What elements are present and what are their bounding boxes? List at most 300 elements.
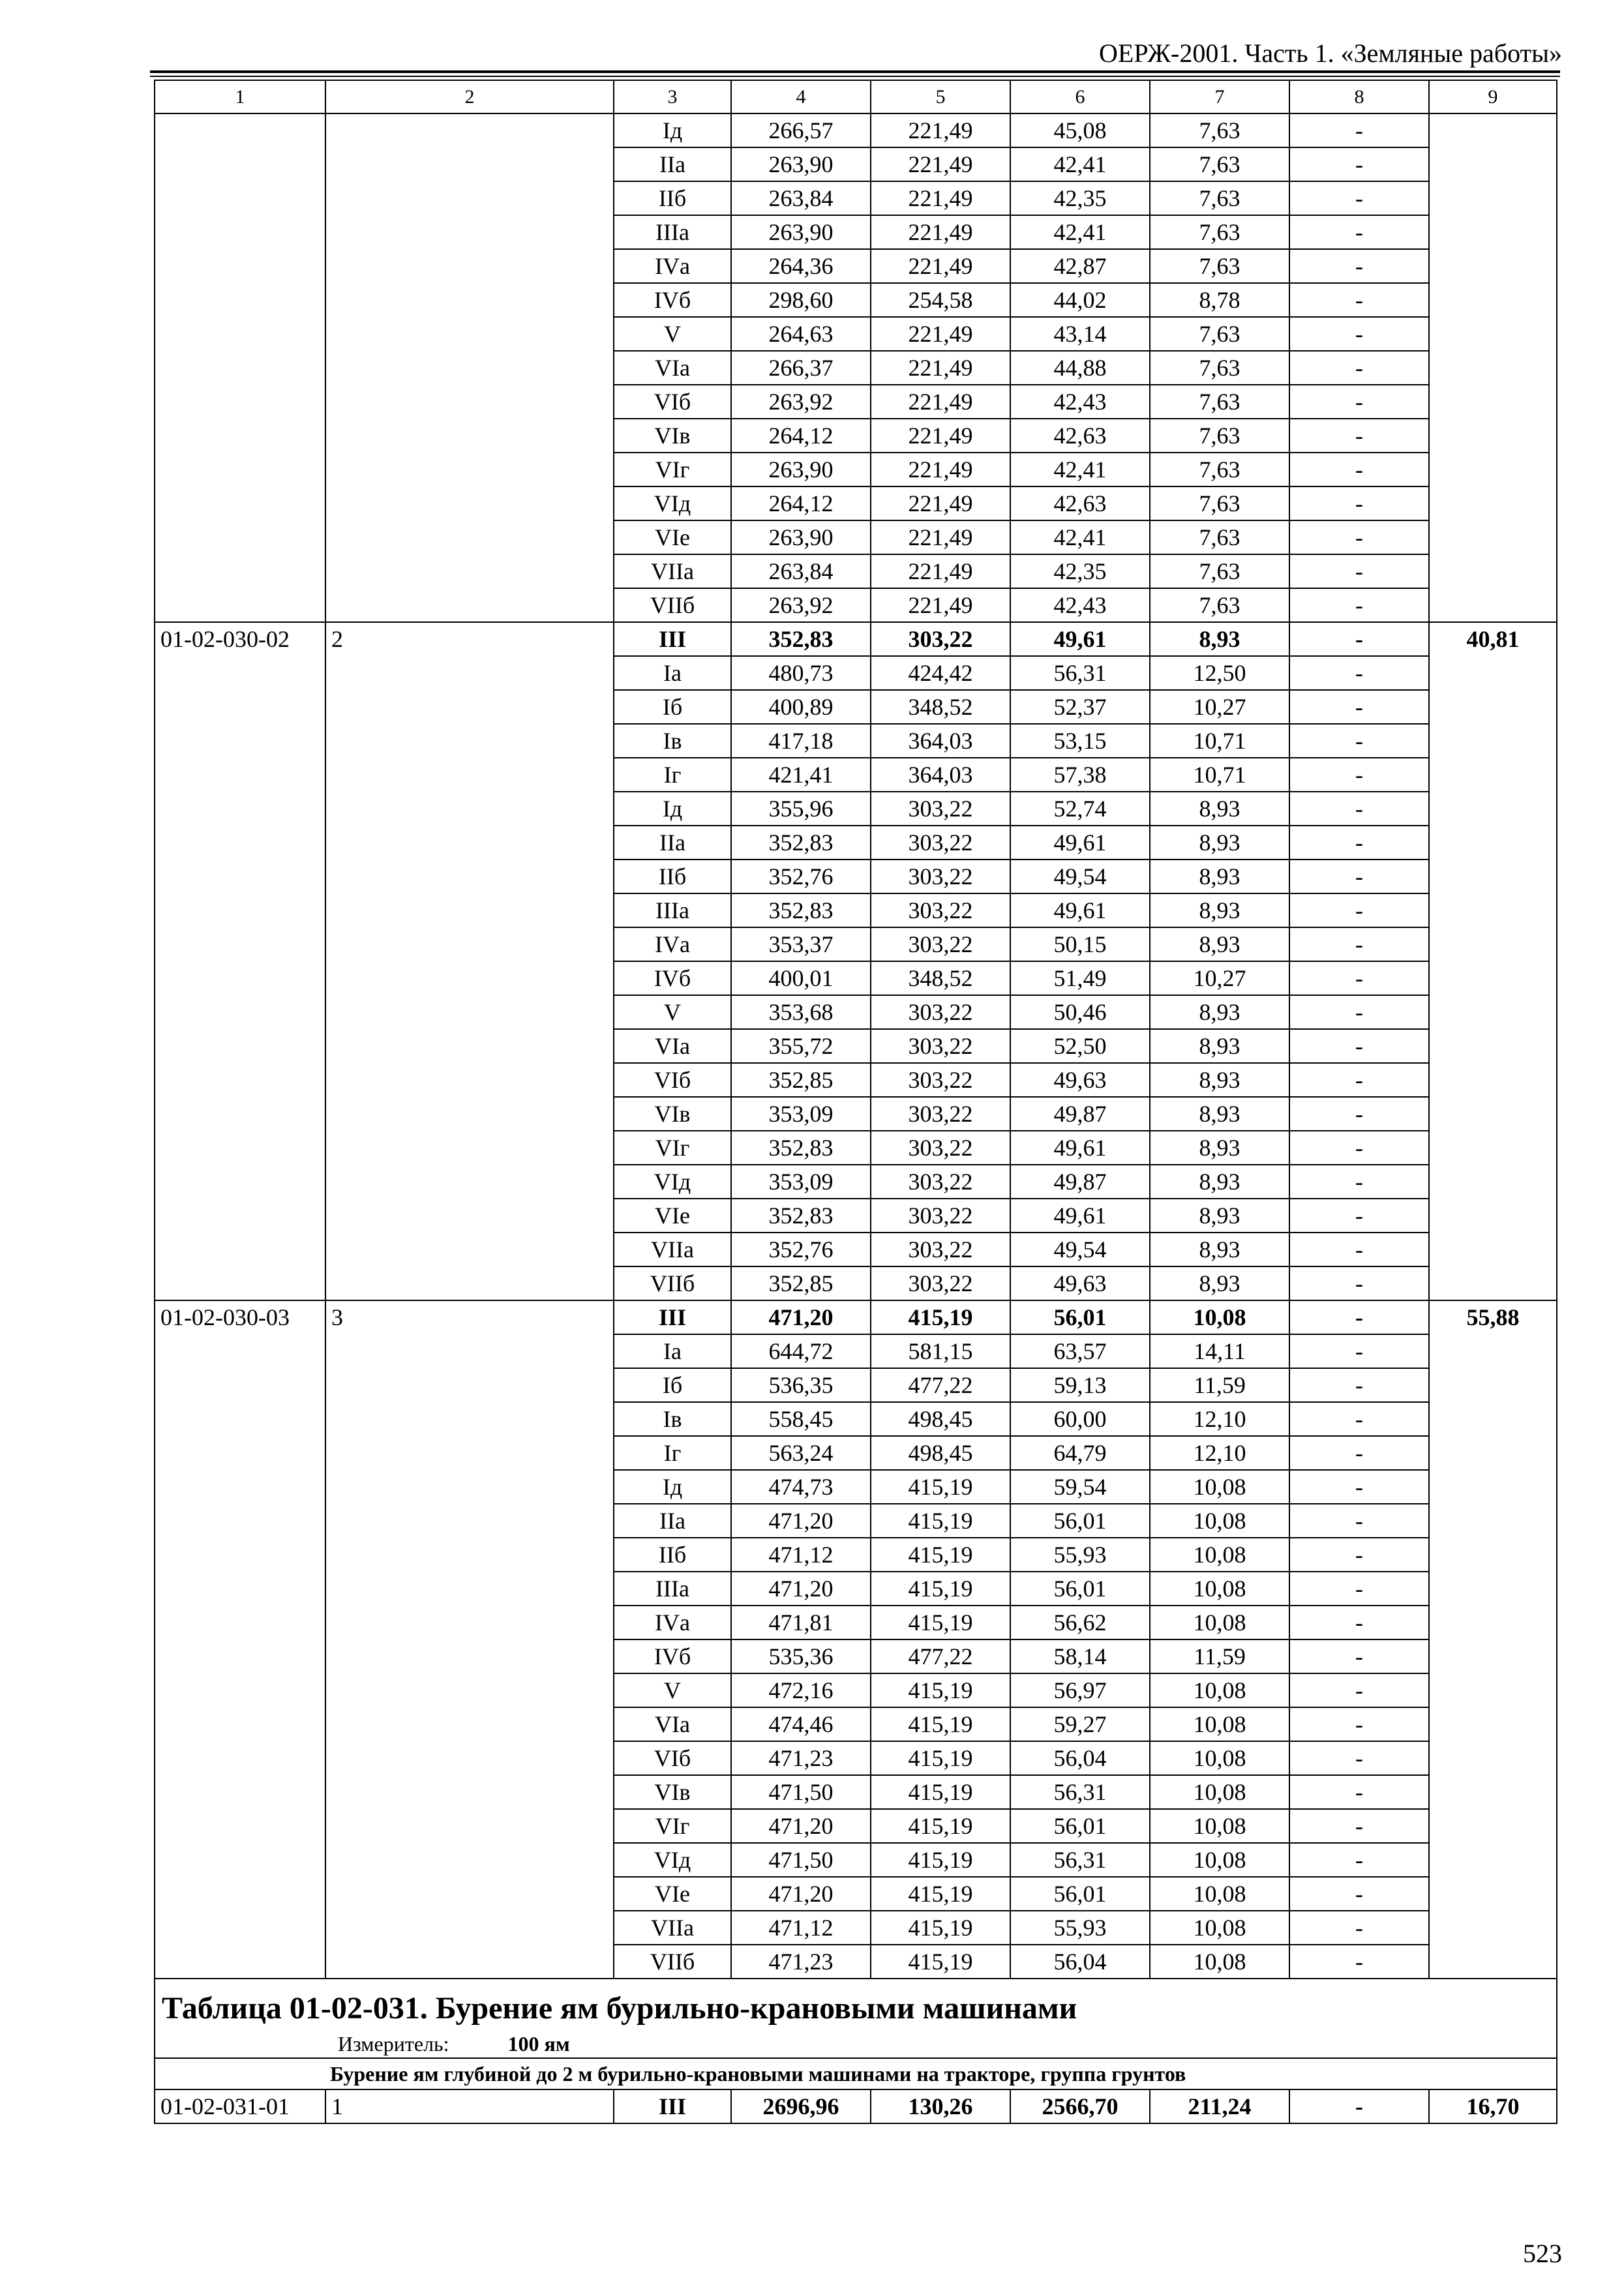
- soil-group-cell: VIв: [614, 1097, 731, 1131]
- direct-costs-cell: 471,50: [731, 1843, 871, 1877]
- materials-cell: -: [1289, 1504, 1429, 1538]
- soil-group-cell: VIг: [614, 1809, 731, 1843]
- direct-costs-cell: 298,60: [731, 283, 871, 317]
- soil-group-cell: VIг: [614, 1131, 731, 1165]
- direct-costs-cell: 352,85: [731, 1266, 871, 1300]
- materials-cell: -: [1289, 1877, 1429, 1911]
- machine-operation-cell: 42,43: [1010, 385, 1150, 419]
- direct-costs-cell: 264,36: [731, 249, 871, 283]
- direct-costs-cell: 563,24: [731, 1436, 871, 1470]
- materials-cell: -: [1289, 486, 1429, 520]
- wages-cell: 415,19: [871, 1606, 1010, 1639]
- soil-group-cell: VIIб: [614, 1266, 731, 1300]
- soil-group-cell: VIб: [614, 1063, 731, 1097]
- operators-wages-cell: 7,63: [1150, 486, 1289, 520]
- machine-operation-cell: 56,04: [1010, 1945, 1150, 1979]
- machine-operation-cell: 56,31: [1010, 1843, 1150, 1877]
- wages-cell: 221,49: [871, 317, 1010, 351]
- soil-group-cell: VIе: [614, 520, 731, 554]
- operators-wages-cell: 8,93: [1150, 927, 1289, 961]
- operators-wages-cell: 7,63: [1150, 147, 1289, 181]
- materials-cell: -: [1289, 1843, 1429, 1877]
- machine-operation-cell: 49,61: [1010, 622, 1150, 656]
- wages-cell: 415,19: [871, 1775, 1010, 1809]
- wages-cell: 221,49: [871, 249, 1010, 283]
- materials-cell: -: [1289, 1606, 1429, 1639]
- rate-code-cell: [155, 113, 325, 622]
- materials-cell: -: [1289, 1063, 1429, 1097]
- machine-operation-cell: 59,54: [1010, 1470, 1150, 1504]
- soil-group-cell: Iа: [614, 656, 731, 690]
- wages-cell: 415,19: [871, 1673, 1010, 1707]
- wages-cell: 303,22: [871, 1063, 1010, 1097]
- rate-name-cell: 2: [325, 622, 614, 1300]
- rate-name-cell: 3: [325, 1300, 614, 1979]
- operators-wages-cell: 11,59: [1150, 1368, 1289, 1402]
- direct-costs-cell: 417,18: [731, 724, 871, 758]
- materials-cell: -: [1289, 893, 1429, 927]
- machine-operation-cell: 64,79: [1010, 1436, 1150, 1470]
- direct-costs-cell: 558,45: [731, 1402, 871, 1436]
- column-number: 5: [871, 80, 1010, 113]
- operators-wages-cell: 10,08: [1150, 1470, 1289, 1504]
- table-title-cell: [155, 1979, 1557, 2058]
- materials-cell: -: [1289, 792, 1429, 826]
- operators-wages-cell: 8,93: [1150, 1131, 1289, 1165]
- machine-operation-cell: 56,04: [1010, 1741, 1150, 1775]
- direct-costs-cell: 352,76: [731, 1233, 871, 1266]
- wages-cell: 415,19: [871, 1572, 1010, 1606]
- soil-group-cell: III: [614, 1300, 731, 1334]
- machine-operation-cell: 44,88: [1010, 351, 1150, 385]
- materials-cell: -: [1289, 520, 1429, 554]
- direct-costs-cell: 352,85: [731, 1063, 871, 1097]
- wages-cell: 303,22: [871, 1097, 1010, 1131]
- direct-costs-cell: 471,20: [731, 1300, 871, 1334]
- operators-wages-cell: 7,63: [1150, 588, 1289, 622]
- wages-cell: 415,19: [871, 1809, 1010, 1843]
- materials-cell: -: [1289, 1809, 1429, 1843]
- direct-costs-cell: 471,20: [731, 1877, 871, 1911]
- direct-costs-cell: 263,84: [731, 554, 871, 588]
- direct-costs-cell: 400,89: [731, 690, 871, 724]
- wages-cell: 415,19: [871, 1707, 1010, 1741]
- machine-operation-cell: 56,01: [1010, 1300, 1150, 1334]
- direct-costs-cell: 263,90: [731, 147, 871, 181]
- wages-cell: 221,49: [871, 588, 1010, 622]
- wages-cell: 415,19: [871, 1538, 1010, 1572]
- soil-group-cell: VIIб: [614, 1945, 731, 1979]
- machine-operation-cell: 49,61: [1010, 1131, 1150, 1165]
- direct-costs-cell: 352,83: [731, 893, 871, 927]
- machine-operation-cell: 52,74: [1010, 792, 1150, 826]
- materials-cell: -: [1289, 995, 1429, 1029]
- soil-group-cell: Iв: [614, 724, 731, 758]
- running-header: ОЕРЖ-2001. Часть 1. «Земляные работы»: [1099, 38, 1562, 68]
- direct-costs-cell: 266,57: [731, 113, 871, 147]
- operators-wages-cell: 8,93: [1150, 792, 1289, 826]
- wages-cell: 364,03: [871, 724, 1010, 758]
- direct-costs-cell: 263,90: [731, 520, 871, 554]
- operators-wages-cell: 7,63: [1150, 317, 1289, 351]
- direct-costs-cell: 471,12: [731, 1911, 871, 1945]
- direct-costs-cell: 471,50: [731, 1775, 871, 1809]
- machine-operation-cell: 56,01: [1010, 1809, 1150, 1843]
- direct-costs-cell: 471,23: [731, 1741, 871, 1775]
- direct-costs-cell: 471,20: [731, 1504, 871, 1538]
- wages-cell: 221,49: [871, 215, 1010, 249]
- materials-cell: -: [1289, 419, 1429, 453]
- soil-group-cell: III: [614, 2089, 731, 2123]
- materials-cell: -: [1289, 2089, 1429, 2123]
- wages-cell: 348,52: [871, 690, 1010, 724]
- wages-cell: 221,49: [871, 351, 1010, 385]
- machine-operation-cell: 59,27: [1010, 1707, 1150, 1741]
- direct-costs-cell: 471,23: [731, 1945, 871, 1979]
- rate-name-cell: 1: [325, 2089, 614, 2123]
- materials-cell: -: [1289, 622, 1429, 656]
- machine-operation-cell: 42,87: [1010, 249, 1150, 283]
- machine-operation-cell: 59,13: [1010, 1368, 1150, 1402]
- direct-costs-cell: 352,76: [731, 860, 871, 893]
- operators-wages-cell: 10,08: [1150, 1300, 1289, 1334]
- wages-cell: 348,52: [871, 961, 1010, 995]
- table-subheading-row: [155, 2058, 1557, 2089]
- direct-costs-cell: 471,81: [731, 1606, 871, 1639]
- wages-cell: 221,49: [871, 453, 1010, 486]
- operators-wages-cell: 10,08: [1150, 1843, 1289, 1877]
- materials-cell: -: [1289, 1300, 1429, 1334]
- operators-wages-cell: 7,63: [1150, 419, 1289, 453]
- wages-cell: 415,19: [871, 1945, 1010, 1979]
- soil-group-cell: V: [614, 317, 731, 351]
- soil-group-cell: IIа: [614, 826, 731, 860]
- machine-operation-cell: 42,43: [1010, 588, 1150, 622]
- soil-group-cell: IVа: [614, 249, 731, 283]
- table-row-main: [155, 1300, 1557, 1334]
- soil-group-cell: VIIа: [614, 1233, 731, 1266]
- direct-costs-cell: 2696,96: [731, 2089, 871, 2123]
- machine-operation-cell: 52,50: [1010, 1029, 1150, 1063]
- soil-group-cell: VIд: [614, 1843, 731, 1877]
- machine-operation-cell: 45,08: [1010, 113, 1150, 147]
- machine-operation-cell: 49,87: [1010, 1097, 1150, 1131]
- wages-cell: 415,19: [871, 1470, 1010, 1504]
- soil-group-cell: VIе: [614, 1877, 731, 1911]
- soil-group-cell: IVб: [614, 1639, 731, 1673]
- soil-group-cell: Iг: [614, 1436, 731, 1470]
- machine-operation-cell: 42,41: [1010, 215, 1150, 249]
- table-row-main: [155, 622, 1557, 656]
- wages-cell: 303,22: [871, 826, 1010, 860]
- measure-label: Измеритель:: [338, 2032, 449, 2056]
- column-number-row: [155, 80, 1557, 113]
- soil-group-cell: Iд: [614, 113, 731, 147]
- operators-wages-cell: 10,08: [1150, 1945, 1289, 1979]
- materials-cell: -: [1289, 1775, 1429, 1809]
- operators-wages-cell: 10,27: [1150, 690, 1289, 724]
- materials-cell: -: [1289, 860, 1429, 893]
- wages-cell: 303,22: [871, 792, 1010, 826]
- operators-wages-cell: 12,10: [1150, 1436, 1289, 1470]
- wages-cell: 303,22: [871, 1199, 1010, 1233]
- direct-costs-cell: 355,96: [731, 792, 871, 826]
- direct-costs-cell: 352,83: [731, 1199, 871, 1233]
- wages-cell: 130,26: [871, 2089, 1010, 2123]
- operators-wages-cell: 10,08: [1150, 1707, 1289, 1741]
- operators-wages-cell: 10,08: [1150, 1606, 1289, 1639]
- wages-cell: 415,19: [871, 1741, 1010, 1775]
- direct-costs-cell: 471,20: [731, 1809, 871, 1843]
- soil-group-cell: Iа: [614, 1334, 731, 1368]
- wages-cell: 221,49: [871, 181, 1010, 215]
- operators-wages-cell: 7,63: [1150, 113, 1289, 147]
- wages-cell: 415,19: [871, 1843, 1010, 1877]
- materials-cell: -: [1289, 724, 1429, 758]
- soil-group-cell: VIIа: [614, 1911, 731, 1945]
- machine-operation-cell: 56,01: [1010, 1504, 1150, 1538]
- operators-wages-cell: 10,08: [1150, 1504, 1289, 1538]
- rate-name-cell: [325, 113, 614, 622]
- wages-cell: 415,19: [871, 1504, 1010, 1538]
- operators-wages-cell: 10,71: [1150, 724, 1289, 758]
- machine-operation-cell: 56,01: [1010, 1877, 1150, 1911]
- wages-cell: 424,42: [871, 656, 1010, 690]
- labor-cell: 55,88: [1429, 1300, 1557, 1979]
- wages-cell: 477,22: [871, 1639, 1010, 1673]
- table-row-main: [155, 2089, 1557, 2123]
- materials-cell: -: [1289, 1402, 1429, 1436]
- wages-cell: 303,22: [871, 893, 1010, 927]
- direct-costs-cell: 474,73: [731, 1470, 871, 1504]
- wages-cell: 303,22: [871, 1266, 1010, 1300]
- materials-cell: -: [1289, 317, 1429, 351]
- column-number: 7: [1150, 80, 1289, 113]
- operators-wages-cell: 211,24: [1150, 2089, 1289, 2123]
- machine-operation-cell: 56,97: [1010, 1673, 1150, 1707]
- soil-group-cell: Iб: [614, 690, 731, 724]
- soil-group-cell: V: [614, 1673, 731, 1707]
- wages-cell: 303,22: [871, 1165, 1010, 1199]
- wages-cell: 221,49: [871, 486, 1010, 520]
- soil-group-cell: IIб: [614, 1538, 731, 1572]
- wages-cell: 498,45: [871, 1436, 1010, 1470]
- soil-group-cell: VIв: [614, 419, 731, 453]
- materials-cell: -: [1289, 690, 1429, 724]
- direct-costs-cell: 352,83: [731, 622, 871, 656]
- operators-wages-cell: 11,59: [1150, 1639, 1289, 1673]
- table-subheading: Бурение ям глубиной до 2 м бурильно-крановыми машинами на тракторе, группа грунтов: [155, 2058, 1557, 2089]
- direct-costs-cell: 353,09: [731, 1097, 871, 1131]
- machine-operation-cell: 49,87: [1010, 1165, 1150, 1199]
- materials-cell: -: [1289, 1639, 1429, 1673]
- rate-code-cell: 01-02-030-03: [155, 1300, 325, 1979]
- operators-wages-cell: 8,93: [1150, 1199, 1289, 1233]
- wages-cell: 254,58: [871, 283, 1010, 317]
- materials-cell: -: [1289, 1538, 1429, 1572]
- materials-cell: -: [1289, 1199, 1429, 1233]
- operators-wages-cell: 8,93: [1150, 826, 1289, 860]
- materials-cell: -: [1289, 249, 1429, 283]
- operators-wages-cell: 10,08: [1150, 1809, 1289, 1843]
- machine-operation-cell: 49,61: [1010, 826, 1150, 860]
- soil-group-cell: IIIа: [614, 215, 731, 249]
- operators-wages-cell: 8,93: [1150, 995, 1289, 1029]
- direct-costs-cell: 264,12: [731, 486, 871, 520]
- operators-wages-cell: 7,63: [1150, 181, 1289, 215]
- materials-cell: -: [1289, 758, 1429, 792]
- soil-group-cell: VIб: [614, 385, 731, 419]
- materials-cell: -: [1289, 1673, 1429, 1707]
- materials-cell: -: [1289, 1266, 1429, 1300]
- labor-cell: [1429, 113, 1557, 622]
- column-number: 4: [731, 80, 871, 113]
- wages-cell: 581,15: [871, 1334, 1010, 1368]
- wages-cell: 415,19: [871, 1911, 1010, 1945]
- rates-table: [154, 80, 1557, 2124]
- direct-costs-cell: 353,68: [731, 995, 871, 1029]
- materials-cell: -: [1289, 927, 1429, 961]
- machine-operation-cell: 60,00: [1010, 1402, 1150, 1436]
- soil-group-cell: IIIа: [614, 893, 731, 927]
- soil-group-cell: IVа: [614, 927, 731, 961]
- direct-costs-cell: 400,01: [731, 961, 871, 995]
- operators-wages-cell: 8,93: [1150, 1165, 1289, 1199]
- materials-cell: -: [1289, 826, 1429, 860]
- operators-wages-cell: 8,93: [1150, 860, 1289, 893]
- operators-wages-cell: 10,08: [1150, 1538, 1289, 1572]
- table-title: Таблица 01-02-031. Бурение ям бурильно-крановыми машинами: [162, 1991, 1077, 2026]
- direct-costs-cell: 352,83: [731, 1131, 871, 1165]
- soil-group-cell: III: [614, 622, 731, 656]
- machine-operation-cell: 56,62: [1010, 1606, 1150, 1639]
- direct-costs-cell: 263,92: [731, 385, 871, 419]
- direct-costs-cell: 471,12: [731, 1538, 871, 1572]
- operators-wages-cell: 10,08: [1150, 1673, 1289, 1707]
- materials-cell: -: [1289, 1334, 1429, 1368]
- machine-operation-cell: 42,35: [1010, 181, 1150, 215]
- machine-operation-cell: 50,46: [1010, 995, 1150, 1029]
- machine-operation-cell: 56,31: [1010, 656, 1150, 690]
- direct-costs-cell: 353,09: [731, 1165, 871, 1199]
- soil-group-cell: VIIа: [614, 554, 731, 588]
- soil-group-cell: IIа: [614, 1504, 731, 1538]
- operators-wages-cell: 7,63: [1150, 554, 1289, 588]
- column-number: 1: [155, 80, 325, 113]
- column-number: 8: [1289, 80, 1429, 113]
- soil-group-cell: VIд: [614, 1165, 731, 1199]
- machine-operation-cell: 49,61: [1010, 893, 1150, 927]
- table-row: [155, 113, 1557, 147]
- materials-cell: -: [1289, 961, 1429, 995]
- machine-operation-cell: 56,31: [1010, 1775, 1150, 1809]
- materials-cell: -: [1289, 1436, 1429, 1470]
- materials-cell: -: [1289, 113, 1429, 147]
- soil-group-cell: VIб: [614, 1741, 731, 1775]
- operators-wages-cell: 7,63: [1150, 351, 1289, 385]
- wages-cell: 303,22: [871, 927, 1010, 961]
- direct-costs-cell: 472,16: [731, 1673, 871, 1707]
- operators-wages-cell: 8,93: [1150, 622, 1289, 656]
- column-number: 2: [325, 80, 614, 113]
- machine-operation-cell: 49,63: [1010, 1063, 1150, 1097]
- soil-group-cell: VIд: [614, 486, 731, 520]
- materials-cell: -: [1289, 656, 1429, 690]
- rate-code-cell: 01-02-030-02: [155, 622, 325, 1300]
- soil-group-cell: IVа: [614, 1606, 731, 1639]
- machine-operation-cell: 42,41: [1010, 520, 1150, 554]
- wages-cell: 221,49: [871, 520, 1010, 554]
- materials-cell: -: [1289, 1945, 1429, 1979]
- operators-wages-cell: 10,08: [1150, 1775, 1289, 1809]
- machine-operation-cell: 42,63: [1010, 486, 1150, 520]
- wages-cell: 498,45: [871, 1402, 1010, 1436]
- machine-operation-cell: 56,01: [1010, 1572, 1150, 1606]
- operators-wages-cell: 8,93: [1150, 1097, 1289, 1131]
- materials-cell: -: [1289, 554, 1429, 588]
- operators-wages-cell: 10,71: [1150, 758, 1289, 792]
- wages-cell: 477,22: [871, 1368, 1010, 1402]
- soil-group-cell: Iд: [614, 1470, 731, 1504]
- direct-costs-cell: 471,20: [731, 1572, 871, 1606]
- soil-group-cell: IIIа: [614, 1572, 731, 1606]
- operators-wages-cell: 7,63: [1150, 520, 1289, 554]
- operators-wages-cell: 10,08: [1150, 1877, 1289, 1911]
- materials-cell: -: [1289, 1707, 1429, 1741]
- soil-group-cell: IVб: [614, 961, 731, 995]
- soil-group-cell: IVб: [614, 283, 731, 317]
- soil-group-cell: VIа: [614, 1029, 731, 1063]
- operators-wages-cell: 14,11: [1150, 1334, 1289, 1368]
- machine-operation-cell: 42,41: [1010, 147, 1150, 181]
- operators-wages-cell: 8,93: [1150, 893, 1289, 927]
- machine-operation-cell: 51,49: [1010, 961, 1150, 995]
- soil-group-cell: VIе: [614, 1199, 731, 1233]
- machine-operation-cell: 55,93: [1010, 1911, 1150, 1945]
- soil-group-cell: IIб: [614, 860, 731, 893]
- direct-costs-cell: 480,73: [731, 656, 871, 690]
- machine-operation-cell: 55,93: [1010, 1538, 1150, 1572]
- operators-wages-cell: 10,08: [1150, 1741, 1289, 1775]
- soil-group-cell: VIв: [614, 1775, 731, 1809]
- materials-cell: -: [1289, 1470, 1429, 1504]
- soil-group-cell: IIа: [614, 147, 731, 181]
- wages-cell: 221,49: [871, 113, 1010, 147]
- labor-cell: 40,81: [1429, 622, 1557, 1300]
- page-number: 523: [1523, 2239, 1562, 2268]
- soil-group-cell: VIа: [614, 351, 731, 385]
- machine-operation-cell: 42,41: [1010, 453, 1150, 486]
- machine-operation-cell: 42,63: [1010, 419, 1150, 453]
- machine-operation-cell: 42,35: [1010, 554, 1150, 588]
- operators-wages-cell: 10,08: [1150, 1572, 1289, 1606]
- materials-cell: -: [1289, 385, 1429, 419]
- operators-wages-cell: 8,78: [1150, 283, 1289, 317]
- wages-cell: 221,49: [871, 147, 1010, 181]
- direct-costs-cell: 474,46: [731, 1707, 871, 1741]
- materials-cell: -: [1289, 283, 1429, 317]
- column-number: 6: [1010, 80, 1150, 113]
- machine-operation-cell: 57,38: [1010, 758, 1150, 792]
- operators-wages-cell: 7,63: [1150, 249, 1289, 283]
- machine-operation-cell: 44,02: [1010, 283, 1150, 317]
- operators-wages-cell: 8,93: [1150, 1233, 1289, 1266]
- soil-group-cell: VIа: [614, 1707, 731, 1741]
- machine-operation-cell: 53,15: [1010, 724, 1150, 758]
- soil-group-cell: VIIб: [614, 588, 731, 622]
- direct-costs-cell: 355,72: [731, 1029, 871, 1063]
- soil-group-cell: Iв: [614, 1402, 731, 1436]
